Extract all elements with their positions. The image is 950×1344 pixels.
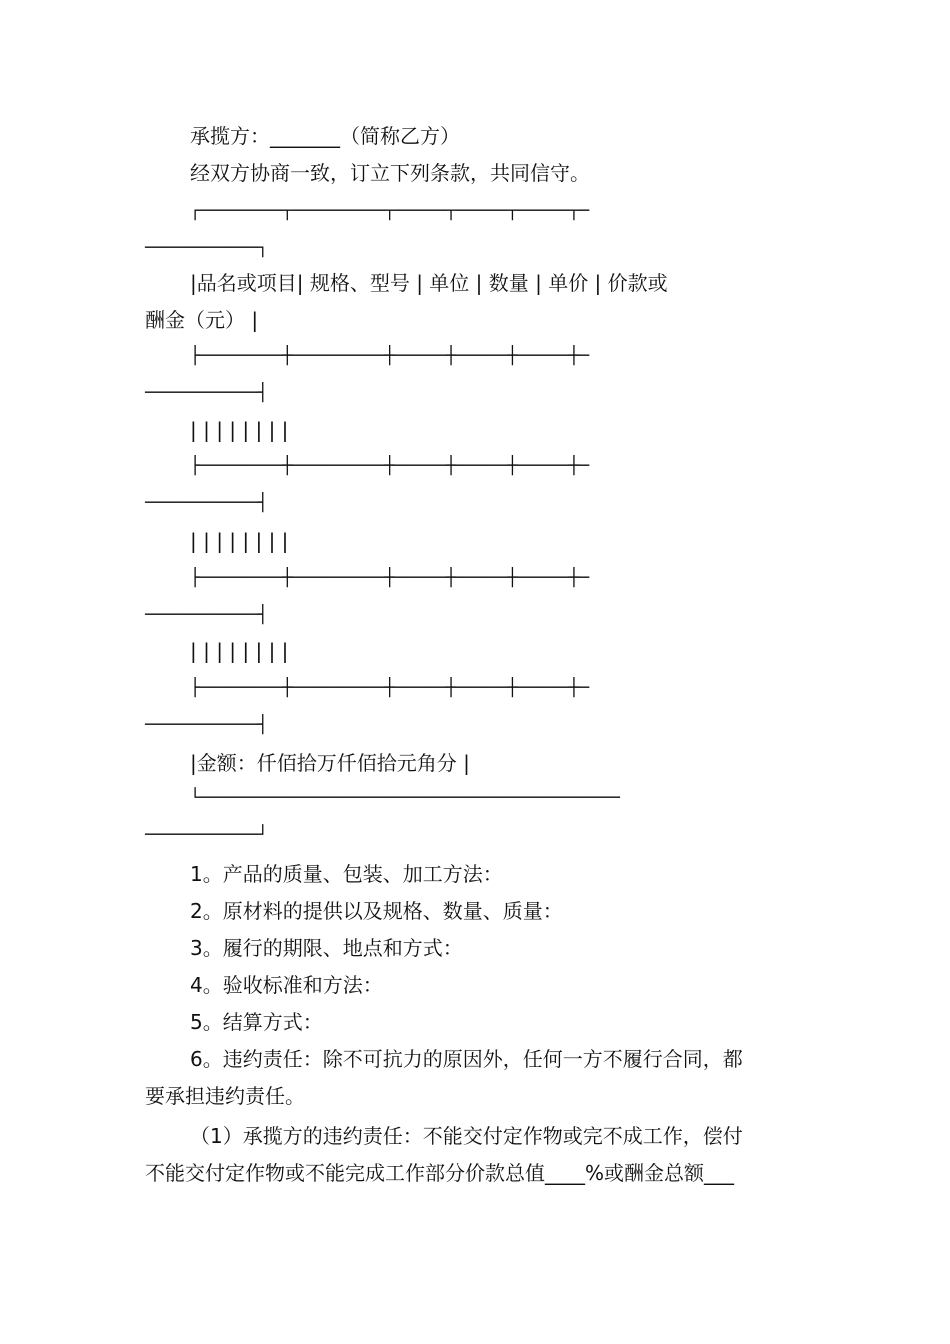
clause-1: 1。产品的质量、包装、加工方法： <box>190 862 503 886</box>
agreement-line: 经双方协商一致，订立下列条款，共同信守。 <box>190 161 590 185</box>
clause-6-cont: 要承担违约责任。 <box>145 1084 305 1108</box>
table-amount-row: |金额：仟佰拾万仟佰拾元角分 | <box>190 751 470 775</box>
clause-5: 5。结算方式： <box>190 1010 323 1034</box>
clause-6: 6。违约责任：除不可抗力的原因外，任何一方不履行合同，都 <box>190 1047 743 1071</box>
table-separator-cont: ───────────┤ <box>145 715 268 735</box>
table-empty-row: | | | | | | | | <box>190 639 289 663</box>
table-separator: ├────────┼─────────┼─────┼─────┼─────┼─ <box>190 678 590 698</box>
clause-3: 3。履行的期限、地点和方式： <box>190 936 463 960</box>
table-empty-row: | | | | | | | | <box>190 418 289 442</box>
liability-line-2: 不能交付定作物或不能完成工作部分价款总值____%或酬金总额___ <box>145 1161 735 1185</box>
table-top-border: ┌────────┬─────────┬─────┬─────┬─────┬─ <box>190 201 590 221</box>
table-header-row: |品名或项目| 规格、型号 | 单位 | 数量 | 单价 | 价款或 <box>190 271 668 295</box>
table-separator-cont: ───────────┤ <box>145 493 268 513</box>
table-bottom-border-cont: ───────────┘ <box>145 825 268 845</box>
table-separator-cont: ───────────┤ <box>145 383 268 403</box>
clause-2: 2。原材料的提供以及规格、数量、质量： <box>190 899 563 923</box>
table-separator-cont: ───────────┤ <box>145 605 268 625</box>
liability-line-1: （1）承揽方的违约责任：不能交付定作物或完不成工作，偿付 <box>190 1124 743 1148</box>
table-empty-row: | | | | | | | | <box>190 529 289 553</box>
table-separator: ├────────┼─────────┼─────┼─────┼─────┼─ <box>190 456 590 476</box>
table-top-border-cont: ───────────┐ <box>145 238 268 258</box>
table-bottom-border: └───────────────────────────────────────── <box>190 788 620 808</box>
contractor-line: 承揽方：_______（简称乙方） <box>190 124 460 148</box>
table-header-row-cont: 酬金（元） | <box>145 308 259 332</box>
table-separator: ├────────┼─────────┼─────┼─────┼─────┼─ <box>190 568 590 588</box>
table-separator: ├────────┼─────────┼─────┼─────┼─────┼─ <box>190 346 590 366</box>
clause-4: 4。验收标准和方法： <box>190 973 383 997</box>
